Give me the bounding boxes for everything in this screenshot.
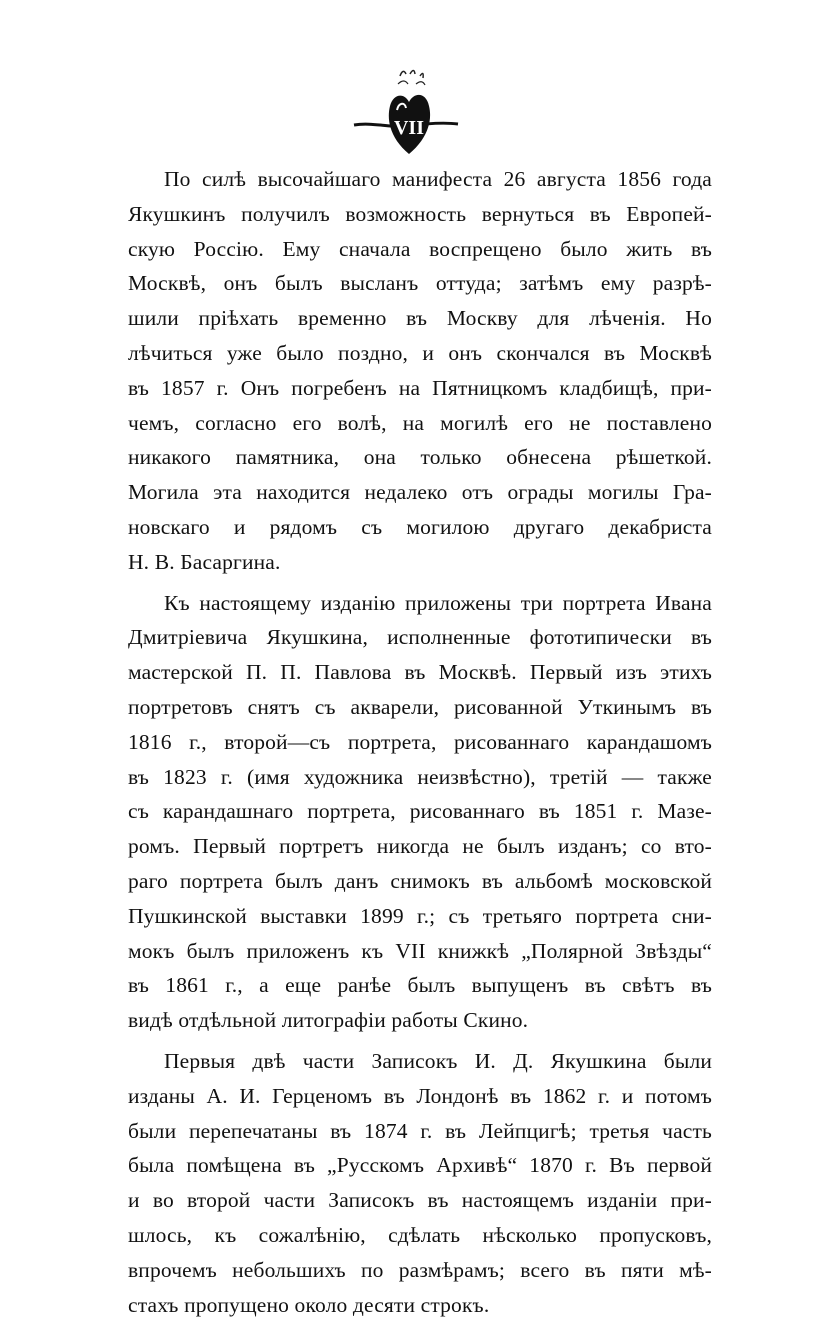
text-line: 1816 г., второй—съ портрета, рисованнаго карандашомъ <box>128 725 712 760</box>
text-line: Къ настоящему изданію приложены три портрета Ивана <box>128 586 712 621</box>
text-line: изданы А. И. Герценомъ въ Лондонѣ въ 1862 г. и потомъ <box>128 1079 712 1114</box>
heart-ornament-vii <box>352 62 462 162</box>
text-line: чемъ, согласно его волѣ, на могилѣ его не поставлено <box>128 406 712 441</box>
text-line: была помѣщена въ „Русскомъ Архивѣ“ 1870 г. Въ первой <box>128 1148 712 1183</box>
text-line: въ 1857 г. Онъ погребенъ на Пятницкомъ кладбищѣ, при- <box>128 371 712 406</box>
text-line: Первыя двѣ части Записокъ И. Д. Якушкина были <box>128 1044 712 1079</box>
heart-ornament-icon <box>352 62 462 162</box>
text-line: мокъ былъ приложенъ къ VII книжкѣ „Полярной Звѣзды“ <box>128 934 712 969</box>
text-line: стахъ пропущено около десяти строкъ. <box>128 1288 712 1322</box>
roman-numeral: VII <box>394 117 424 139</box>
text-line: были перепечатаны въ 1874 г. въ Лейпцигѣ; третья часть <box>128 1114 712 1149</box>
text-line: Н. В. Басаргина. <box>128 545 712 580</box>
text-line: новскаго и рядомъ съ могилою другаго декабриста <box>128 510 712 545</box>
paragraph-3 <box>128 1044 712 1322</box>
text-line: въ 1861 г., а еще ранѣе былъ выпущенъ въ свѣтъ въ <box>128 968 712 1003</box>
text-line: въ 1823 г. (имя художника неизвѣстно), третій — также <box>128 760 712 795</box>
text-line: ромъ. Первый портретъ никогда не былъ изданъ; со вто- <box>128 829 712 864</box>
text-line: По силѣ высочайшаго манифеста 26 августа 1856 года <box>128 162 712 197</box>
text-line: Дмитріевича Якушкина, исполненные фототипически въ <box>128 620 712 655</box>
text-line: скую Россію. Ему сначала воспрещено было жить въ <box>128 232 712 267</box>
text-line: никакого памятника, она только обнесена рѣшеткой. <box>128 440 712 475</box>
text-line: Якушкинъ получилъ возможность вернуться въ Европей- <box>128 197 712 232</box>
text-line: портретовъ снятъ съ акварели, рисованной Уткинымъ въ <box>128 690 712 725</box>
document-body <box>128 162 712 1322</box>
text-line: мастерской П. П. Павлова въ Москвѣ. Первый изъ этихъ <box>128 655 712 690</box>
text-line: шлось, къ сожалѣнію, сдѣлать нѣсколько пропусковъ, <box>128 1218 712 1253</box>
text-line: впрочемъ небольшихъ по размѣрамъ; всего въ пяти мѣ- <box>128 1253 712 1288</box>
paragraph-2 <box>128 586 712 1038</box>
text-line: и во второй части Записокъ въ настоящемъ изданіи при- <box>128 1183 712 1218</box>
paragraph-1 <box>128 162 712 580</box>
text-line: шили пріѣхать временно въ Москву для лѣченія. Но <box>128 301 712 336</box>
text-line: лѣчиться уже было поздно, и онъ скончался въ Москвѣ <box>128 336 712 371</box>
text-line: Пушкинской выставки 1899 г.; съ третьяго портрета сни- <box>128 899 712 934</box>
text-line: Могила эта находится недалеко отъ ограды могилы Гра- <box>128 475 712 510</box>
text-line: Москвѣ, онъ былъ высланъ оттуда; затѣмъ ему разрѣ- <box>128 266 712 301</box>
text-line: раго портрета былъ данъ снимокъ въ альбомѣ московской <box>128 864 712 899</box>
text-line: видѣ отдѣльной литографіи работы Скино. <box>128 1003 712 1038</box>
text-line: съ карандашнаго портрета, рисованнаго въ 1851 г. Мазе- <box>128 794 712 829</box>
